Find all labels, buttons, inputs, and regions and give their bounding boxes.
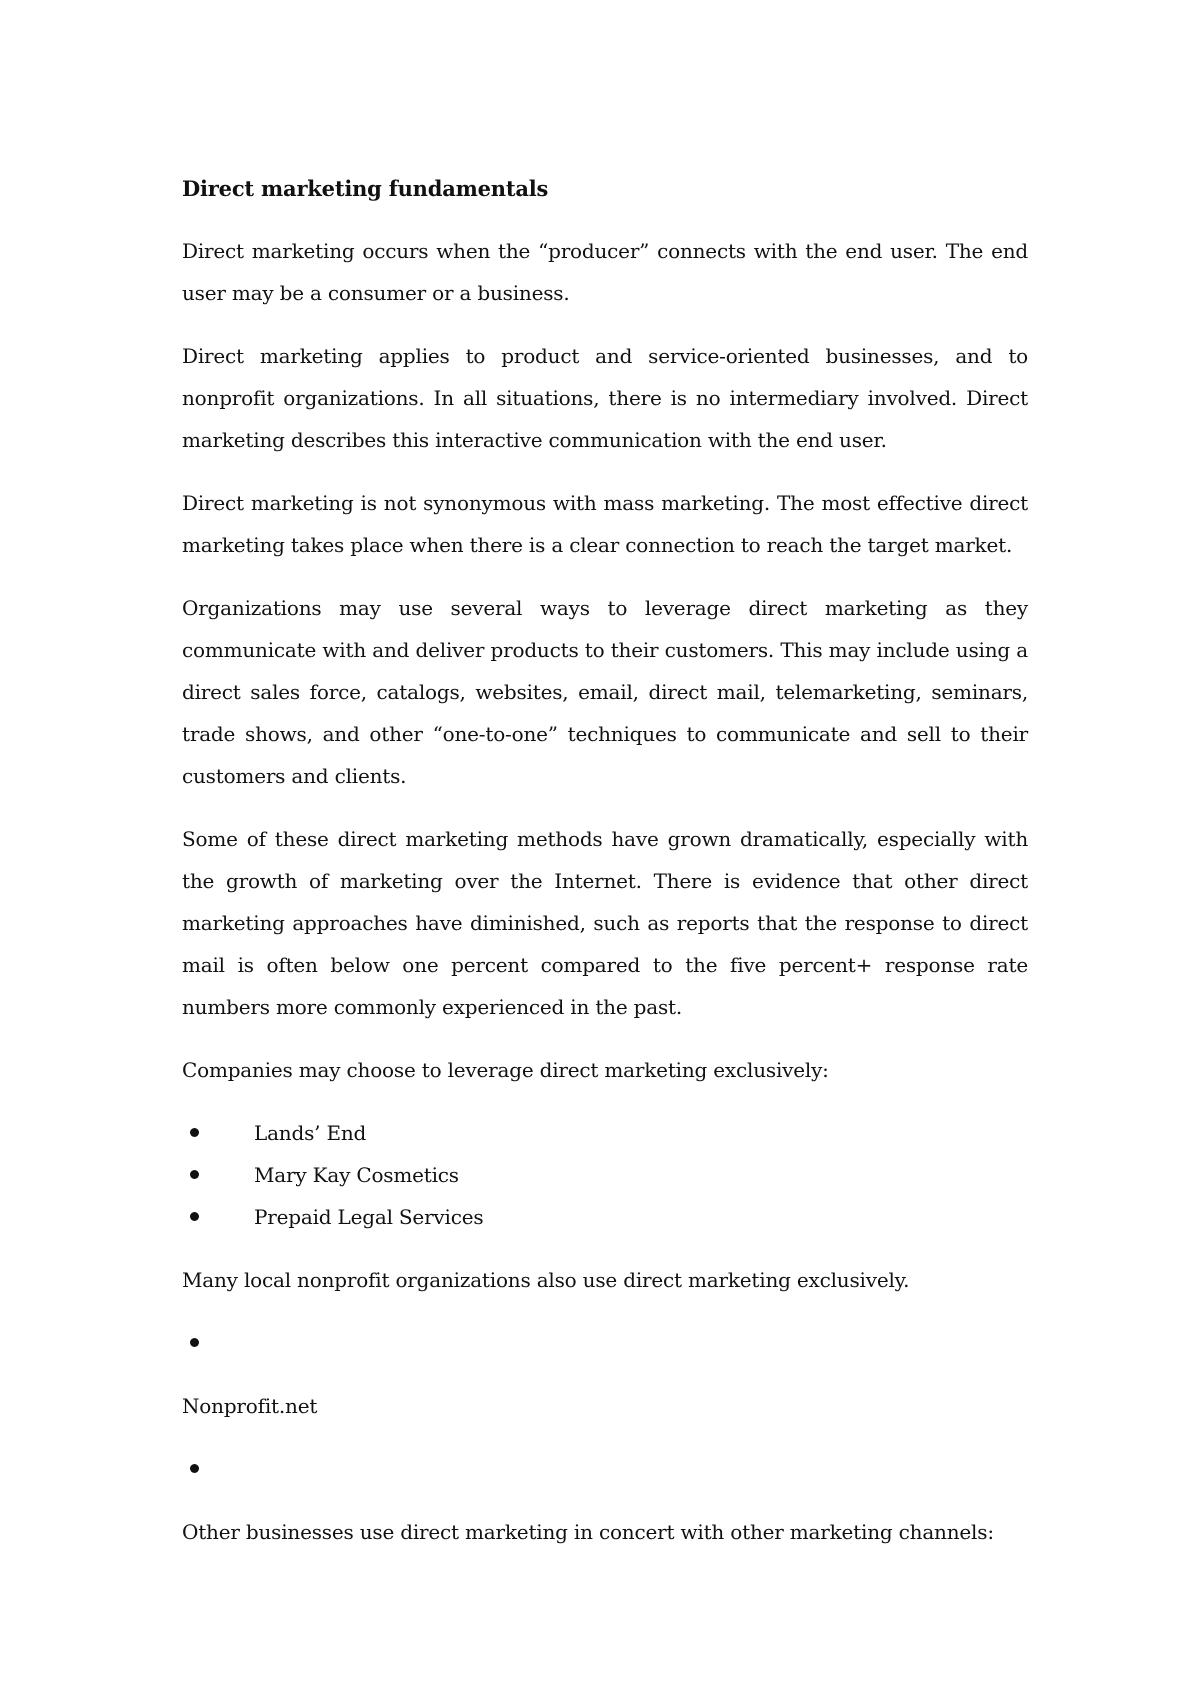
document-heading: Direct marketing fundamentals bbox=[182, 176, 549, 201]
paragraph-not-mass-marketing: Direct marketing is not synonymous with mass marketing. The most effective direct marketing takes place when there is a clear connection to reach the target market. bbox=[182, 491, 1028, 557]
empty-bullet bbox=[182, 1322, 1028, 1364]
bullet-icon bbox=[190, 1212, 199, 1221]
nonprofit-site-text: Nonprofit.net bbox=[182, 1394, 318, 1418]
paragraph-methods-growth: Some of these direct marketing methods have grown dramatically, especially with the growth of marketing over the Internet. There is evidence that other direct marketing approaches have diminished, such as reports that the response to direct mail is often below one percent compared to the five percent+ response rate numbers more commonly experienced in the past. bbox=[182, 827, 1028, 1019]
paragraph-ways-to-leverage: Organizations may use several ways to leverage direct marketing as they communicate with and deliver products to their customers. This may include using a direct sales force, catalogs, websites, email, direct mail, telemarketing, seminars, trade shows, and other “one-to-one” techniques to communicate and sell to their customers and clients. bbox=[182, 596, 1028, 788]
list-item-label: Mary Kay Cosmetics bbox=[254, 1163, 459, 1187]
bullet-icon bbox=[190, 1464, 199, 1473]
list-item-label: Prepaid Legal Services bbox=[254, 1205, 484, 1229]
bullet-icon bbox=[190, 1338, 199, 1347]
bullet-icon bbox=[190, 1170, 199, 1179]
document-body bbox=[182, 168, 1028, 1574]
paragraph-nonprofit: Many local nonprofit organizations also use direct marketing exclusively. bbox=[182, 1268, 910, 1292]
paragraph-applies: Direct marketing applies to product and service-oriented businesses, and to nonprofit organizations. In all situations, there is no intermediary involved. Direct marketing describes this interactive communication with the end user. bbox=[182, 344, 1028, 452]
bullet-icon bbox=[190, 1128, 199, 1137]
list-item bbox=[182, 1112, 1028, 1154]
list-item-label: Lands’ End bbox=[254, 1121, 367, 1145]
paragraph-exclusive-intro: Companies may choose to leverage direct marketing exclusively: bbox=[182, 1058, 829, 1082]
empty-bullet bbox=[182, 1448, 1028, 1490]
list-item bbox=[182, 1154, 1028, 1196]
company-list bbox=[182, 1112, 1028, 1238]
paragraph-closing: Other businesses use direct marketing in concert with other marketing channels: bbox=[182, 1520, 994, 1544]
paragraph-definition: Direct marketing occurs when the “producer” connects with the end user. The end user may be a consumer or a business. bbox=[182, 239, 1028, 305]
list-item bbox=[182, 1196, 1028, 1238]
